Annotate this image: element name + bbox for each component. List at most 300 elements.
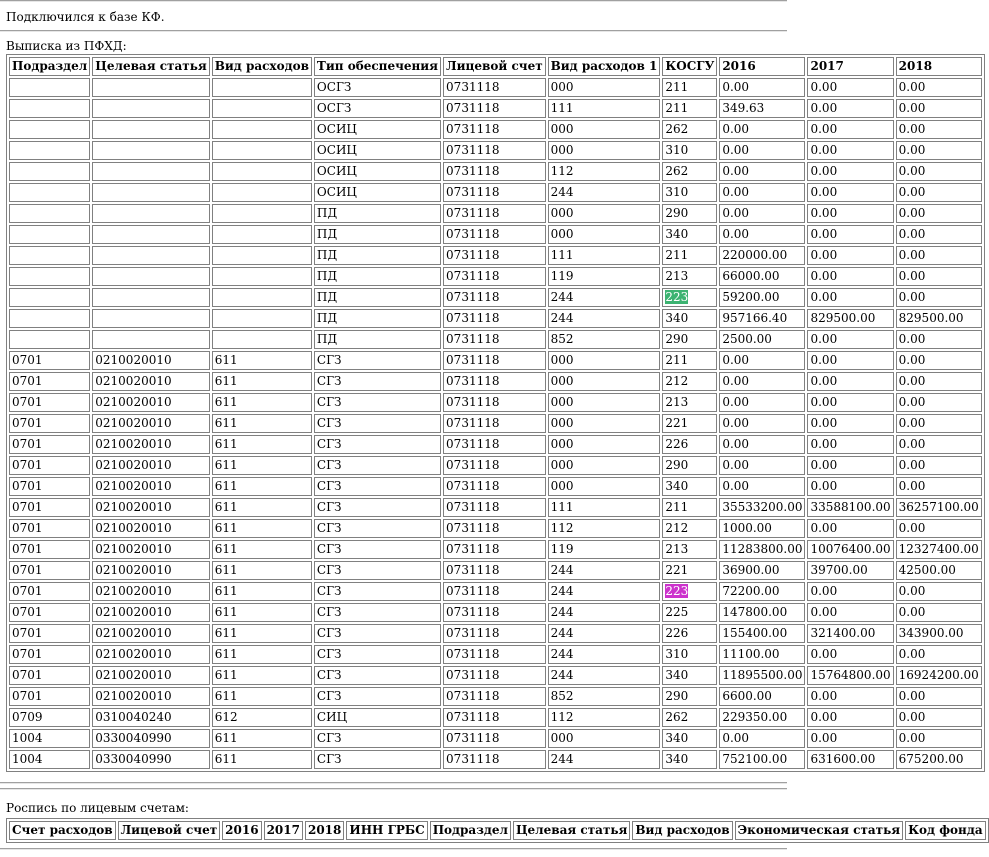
cell-text: 147800.00 [722,605,788,619]
table-cell [548,288,661,307]
cell-text: 213 [665,542,689,556]
cell-text: 0701 [12,542,43,556]
cell-text: 0.00 [722,416,750,430]
table-cell [662,582,717,601]
cell-text: 0210020010 [95,479,172,493]
table-cell [719,519,805,538]
table-cell [92,351,209,370]
table-cell [212,99,312,118]
table-cell [719,729,805,748]
column-header: 2016 [222,821,261,840]
table-row [9,498,982,517]
cell-text: 340 [665,752,689,766]
cell-text: 1004 [12,752,43,766]
table-cell [9,393,90,412]
table-cell [719,666,805,685]
table-cell [662,729,717,748]
cell-text: СГЗ [316,479,342,493]
cell-text: 752100.00 [722,752,788,766]
cell-text: 0731118 [446,437,500,451]
table-cell [807,456,893,475]
table-cell [9,309,90,328]
cell-text: 0701 [12,500,43,514]
cell-text: 0.00 [810,185,838,199]
table-cell [896,309,982,328]
table-cell [9,729,90,748]
cell-text: 0.00 [898,206,926,220]
table-cell [807,729,893,748]
table-row [9,120,982,139]
table-cell [314,414,441,433]
table-cell [807,708,893,727]
cell-text: ОСИЦ [316,185,357,199]
cell-text: 211 [665,248,689,262]
table-cell [662,141,717,160]
bottom-divider [0,848,787,850]
table-cell [92,330,209,349]
cell-text: 0.00 [898,416,926,430]
table-cell [9,351,90,370]
cell-text: 262 [665,122,689,136]
table-cell [896,603,982,622]
table-cell [548,603,661,622]
cell-text: 221 [665,416,689,430]
table-cell [807,99,893,118]
table-cell [212,330,312,349]
table-cell [896,183,982,202]
table-cell [92,750,209,769]
table-cell [719,330,805,349]
cell-text: 349.63 [722,101,765,115]
cell-text: 611 [214,395,238,409]
ledger-table [6,818,989,843]
table-cell [9,330,90,349]
cell-text: 0210020010 [95,521,172,535]
table-cell [807,204,893,223]
table-cell [314,309,441,328]
table-cell [314,708,441,727]
table-cell [9,246,90,265]
cell-text: 0731118 [446,605,500,619]
table-cell [443,288,546,307]
cell-text: 0.00 [810,80,838,94]
table-cell [443,225,546,244]
table-cell [719,183,805,202]
cell-text: 0.00 [722,395,750,409]
table-cell [548,309,661,328]
table-row [9,540,982,559]
cell-text: ОСГЗ [316,80,352,94]
cell-text: 112 [550,521,574,535]
table-row [9,519,982,538]
table-cell [719,120,805,139]
cell-text: 213 [665,269,689,283]
table-cell [212,603,312,622]
cell-text: 244 [550,668,574,682]
column-header: Лицевой счет [118,821,221,840]
table-cell [443,330,546,349]
table-cell [719,99,805,118]
cell-text: 0731118 [446,668,500,682]
cell-text: 0210020010 [95,584,172,598]
table-cell [548,687,661,706]
table-cell [314,456,441,475]
cell-text: 0.00 [898,647,926,661]
table-cell [548,99,661,118]
cell-text: СГЗ [316,584,342,598]
table-cell [212,120,312,139]
cell-text: 0701 [12,563,43,577]
column-header: 2017 [807,57,893,76]
table-cell [548,708,661,727]
cell-text: 340 [665,731,689,745]
table-cell [314,477,441,496]
table-cell [212,267,312,286]
cell-text: 0.00 [898,80,926,94]
cell-text: 112 [550,710,574,724]
table-cell [9,288,90,307]
table-cell [807,351,893,370]
table-cell [314,141,441,160]
cell-text: 000 [550,395,574,409]
cell-text: 0210020010 [95,395,172,409]
table-cell [548,330,661,349]
table-row [9,246,982,265]
table-cell [807,309,893,328]
cell-text: 0.00 [898,521,926,535]
table-cell [212,645,312,664]
cell-text: ПД [316,290,338,304]
cell-text: 290 [665,332,689,346]
cell-text: СГЗ [316,668,342,682]
table-cell [896,582,982,601]
table-cell [443,183,546,202]
table-cell [896,78,982,97]
table-row [9,708,982,727]
cell-text: 611 [214,689,238,703]
cell-text: 0210020010 [95,689,172,703]
cell-text: 0731118 [446,458,500,472]
cell-text: 0701 [12,689,43,703]
table-cell [92,540,209,559]
cell-text: 0210020010 [95,458,172,472]
cell-text: 611 [214,353,238,367]
cell-text: СГЗ [316,374,342,388]
table-cell [548,267,661,286]
cell-text: 0731118 [446,206,500,220]
table-row [9,603,982,622]
table-cell [212,372,312,391]
cell-text: 0731118 [446,416,500,430]
table-cell [662,519,717,538]
cell-text: 340 [665,311,689,325]
table-cell [443,309,546,328]
table-cell [212,309,312,328]
cell-text: 0.00 [810,164,838,178]
cell-text: 343900.00 [898,626,964,640]
column-header: Счет расходов [9,821,116,840]
table-cell [212,351,312,370]
table-cell [896,750,982,769]
cell-text: 000 [550,479,574,493]
cell-text: 0731118 [446,752,500,766]
table-row [9,162,982,181]
table-cell [662,99,717,118]
cell-text: 829500.00 [810,311,876,325]
cell-text: 0709 [12,710,43,724]
cell-text: 611 [214,458,238,472]
table-cell [807,687,893,706]
column-header: Тип обеспечения [314,57,441,76]
cell-text: 0701 [12,395,43,409]
cell-text: 0.00 [898,290,926,304]
cell-text: 0731118 [446,269,500,283]
table-cell [314,330,441,349]
cell-text: 611 [214,521,238,535]
cell-text: 0731118 [446,521,500,535]
cell-text: 340 [665,227,689,241]
table-cell [896,456,982,475]
table-cell [807,162,893,181]
table-cell [9,120,90,139]
cell-text: СГЗ [316,605,342,619]
table-cell [548,624,661,643]
cell-text: 0.00 [810,353,838,367]
table-cell [807,666,893,685]
table-cell [719,351,805,370]
table-row [9,666,982,685]
table-row [9,141,982,160]
table-cell [443,729,546,748]
table-cell [92,435,209,454]
table-cell [896,624,982,643]
cell-text: 0731118 [446,311,500,325]
cell-text: 111 [550,101,574,115]
table-cell [896,288,982,307]
table-cell [548,456,661,475]
cell-text: 0.00 [898,164,926,178]
table-cell [314,687,441,706]
table-cell [807,330,893,349]
cell-text: 0310040240 [95,710,172,724]
cell-text: 223 [665,290,689,304]
cell-text: 244 [550,752,574,766]
table-cell [443,750,546,769]
cell-text: 611 [214,542,238,556]
cell-text: 0.00 [898,374,926,388]
table-row [9,729,982,748]
table-cell [719,162,805,181]
table-cell [807,477,893,496]
cell-text: 0210020010 [95,563,172,577]
table-cell [314,393,441,412]
column-header: Целевая статья [513,821,630,840]
cell-text: 0210020010 [95,437,172,451]
table-cell [92,204,209,223]
cell-text: 0731118 [446,731,500,745]
cell-text: 611 [214,563,238,577]
table-cell [314,645,441,664]
table-cell [212,750,312,769]
table-cell [662,414,717,433]
cell-text: 0.00 [898,731,926,745]
cell-text: 211 [665,101,689,115]
cell-text: 0.00 [810,332,838,346]
cell-text: 0731118 [446,563,500,577]
cell-text: 36257100.00 [898,500,979,514]
cell-text: 0.00 [722,458,750,472]
cell-text: 340 [665,668,689,682]
table-cell [443,603,546,622]
table-cell [443,78,546,97]
cell-text: 0.00 [810,416,838,430]
table-header-row [9,821,986,840]
table-cell [719,225,805,244]
table-cell [9,435,90,454]
cell-text: 0.00 [722,143,750,157]
cell-text: 0.00 [722,227,750,241]
table-cell [548,477,661,496]
cell-text: 0731118 [446,647,500,661]
cell-text: 59200.00 [722,290,780,304]
table-cell [719,456,805,475]
cell-text: 0210020010 [95,374,172,388]
cell-text: 12327400.00 [898,542,979,556]
cell-text: 15764800.00 [810,668,891,682]
cell-text: 000 [550,437,574,451]
table-cell [662,330,717,349]
cell-text: СГЗ [316,563,342,577]
table-cell [548,582,661,601]
table-cell [548,246,661,265]
cell-text: 0210020010 [95,353,172,367]
table-cell [719,309,805,328]
cell-text: 0701 [12,458,43,472]
cell-text: 0731118 [446,164,500,178]
cell-text: 0731118 [446,395,500,409]
table-cell [548,225,661,244]
table-cell [548,393,661,412]
table-cell [212,435,312,454]
table-cell [443,141,546,160]
cell-text: 0.00 [898,227,926,241]
table-cell [443,540,546,559]
table-row [9,225,982,244]
table-cell [314,225,441,244]
table-cell [92,225,209,244]
table-cell [662,288,717,307]
cell-text: 957166.40 [722,311,788,325]
table-cell [719,540,805,559]
table-cell [662,477,717,496]
cell-text: 0731118 [446,689,500,703]
table-row [9,456,982,475]
table-row [9,687,982,706]
cell-text: 000 [550,458,574,472]
cell-text: 000 [550,374,574,388]
table-cell [807,372,893,391]
table-row [9,351,982,370]
cell-text: 290 [665,689,689,703]
cell-text: 611 [214,584,238,598]
table-cell [443,393,546,412]
cell-text: 0701 [12,668,43,682]
table-cell [314,372,441,391]
cell-text: 112 [550,164,574,178]
cell-text: 262 [665,164,689,178]
table-cell [9,582,90,601]
cell-text: 6600.00 [722,689,772,703]
cell-text: 000 [550,143,574,157]
cell-text: 0210020010 [95,647,172,661]
table-cell [212,708,312,727]
column-header: 2018 [896,57,982,76]
cell-text: 0.00 [898,353,926,367]
cell-text: 0731118 [446,584,500,598]
table-cell [719,561,805,580]
column-header: Код фонда [905,821,985,840]
table-cell [896,246,982,265]
cell-text: 0731118 [446,353,500,367]
table-cell [443,456,546,475]
table-cell [443,519,546,538]
cell-text: 310 [665,647,689,661]
table-cell [9,750,90,769]
table-cell [443,414,546,433]
cell-text: 0.00 [810,206,838,220]
cell-text: 0.00 [810,605,838,619]
table-cell [443,351,546,370]
cell-text: 0.00 [810,647,838,661]
cell-text: 0701 [12,353,43,367]
table-cell [314,120,441,139]
table-cell [212,183,312,202]
cell-text: 1004 [12,731,43,745]
table-cell [662,540,717,559]
table-cell [9,624,90,643]
cell-text: ОСИЦ [316,143,357,157]
cell-text: 000 [550,206,574,220]
cell-text: СИЦ [316,710,348,724]
column-header: Подраздел [430,821,511,840]
cell-text: 631600.00 [810,752,876,766]
table-cell [662,456,717,475]
table-cell [443,162,546,181]
table-cell [896,141,982,160]
cell-text: 0.00 [898,689,926,703]
cell-text: 111 [550,248,574,262]
cell-text: 0731118 [446,101,500,115]
table-cell [212,204,312,223]
cell-text: 221 [665,563,689,577]
table-cell [719,708,805,727]
table-cell [548,78,661,97]
divider [0,788,787,790]
table-row [9,309,982,328]
cell-text: 0701 [12,647,43,661]
cell-text: 0731118 [446,143,500,157]
cell-text: 0.00 [810,143,838,157]
cell-text: 0.00 [810,521,838,535]
cell-text: 11283800.00 [722,542,803,556]
table-cell [314,99,441,118]
table-cell [719,750,805,769]
table-cell [548,750,661,769]
table-cell [896,393,982,412]
table-cell [92,120,209,139]
cell-text: 0701 [12,416,43,430]
table-cell [719,288,805,307]
